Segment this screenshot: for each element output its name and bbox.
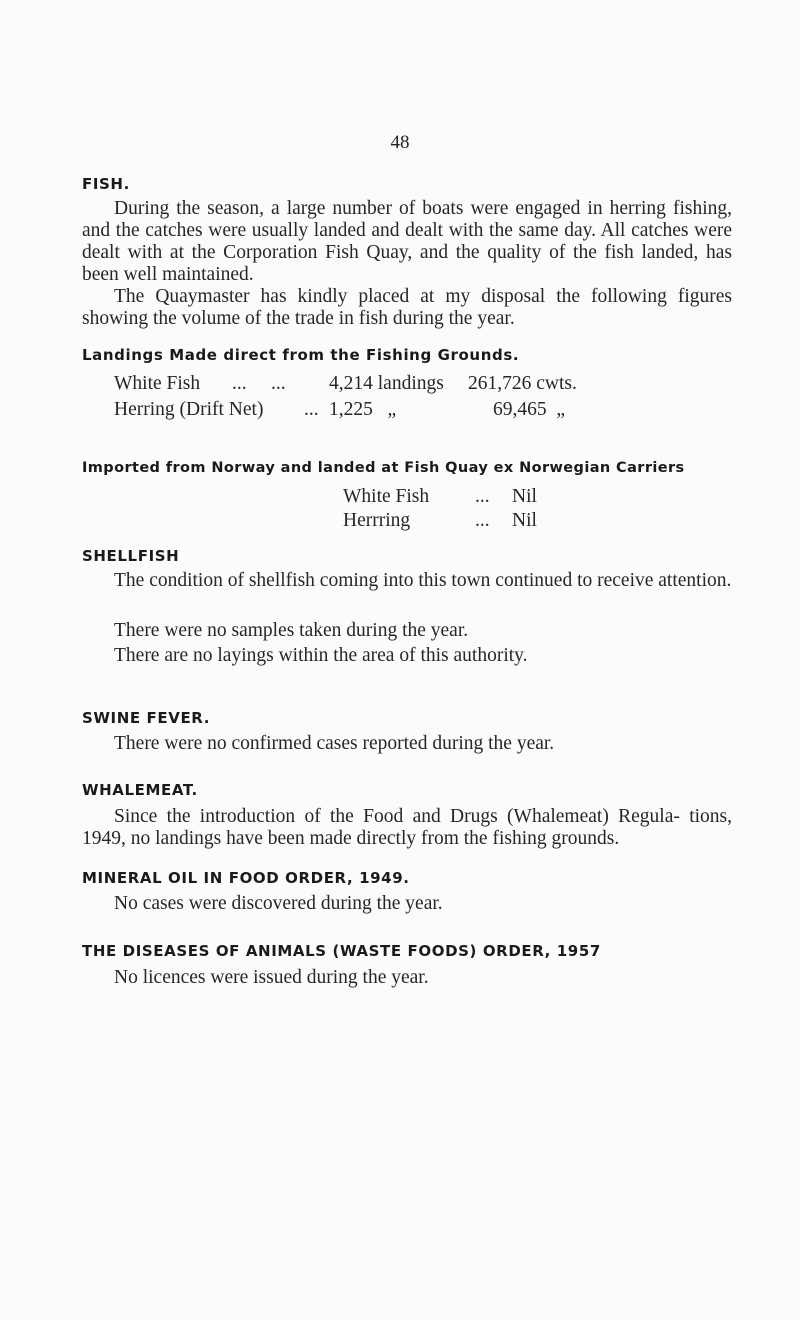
shellfish-paragraph: The condition of shellfish coming into this town continued to receive attention. xyxy=(114,570,732,591)
landings-count: 4,214 landings xyxy=(329,373,444,394)
shellfish-line-3: There are no layings within the area of this authority. xyxy=(114,645,528,666)
shellfish-heading: SHELLFISH xyxy=(82,547,180,565)
imported-label: White Fish xyxy=(343,486,430,507)
landings-dots: ... xyxy=(304,399,319,420)
imported-dots: ... xyxy=(475,486,490,507)
imported-heading: Imported from Norway and landed at Fish Quay ex Norwegian Carriers xyxy=(82,460,685,476)
imported-dots: ... xyxy=(475,510,490,531)
whalemeat-heading: WHALEMEAT. xyxy=(82,781,198,799)
landings-dots: ... ... xyxy=(232,373,286,394)
landings-heading: Landings Made direct from the Fishing Grounds. xyxy=(82,346,520,364)
imported-value: Nil xyxy=(512,486,537,507)
imported-value: Nil xyxy=(512,510,537,531)
imported-label: Herrring xyxy=(343,510,411,531)
landings-weight: 69,465 „ xyxy=(493,399,566,420)
landings-label: White Fish xyxy=(114,373,201,394)
fish-paragraph-1: During the season, a large number of boats were engaged in herring fishing, and the catches were usually landed and dealt with the same day. All catches were dealt with at the Corporation Fish Quay, and the quality of the fish landed, has been well maintained. xyxy=(82,198,732,285)
diseases-line: No licences were issued during the year. xyxy=(114,967,429,988)
landings-count: 1,225 „ xyxy=(329,399,397,420)
shellfish-line-2: There were no samples taken during the year. xyxy=(114,620,469,641)
landings-label: Herring (Drift Net) xyxy=(114,399,264,420)
swine-fever-heading: SWINE FEVER. xyxy=(82,709,211,727)
fish-heading: FISH. xyxy=(82,175,130,193)
fish-paragraph-2: The Quaymaster has kindly placed at my disposal the following figures showing the volume of the trade in fish during the year. xyxy=(82,286,732,329)
diseases-heading: THE DISEASES OF ANIMALS (WASTE FOODS) ORDER, 1957 xyxy=(82,942,601,960)
landings-weight: 261,726 cwts. xyxy=(468,373,577,394)
mineral-oil-heading: MINERAL OIL IN FOOD ORDER, 1949. xyxy=(82,869,410,887)
swine-fever-line: There were no confirmed cases reported during the year. xyxy=(114,733,555,754)
page-number: 48 xyxy=(390,132,410,153)
whalemeat-paragraph: Since the introduction of the Food and Drugs (Whalemeat) Regula- tions, 1949, no landings have been made directly from the fishing grounds. xyxy=(82,806,732,849)
mineral-oil-line: No cases were discovered during the year. xyxy=(114,893,443,914)
